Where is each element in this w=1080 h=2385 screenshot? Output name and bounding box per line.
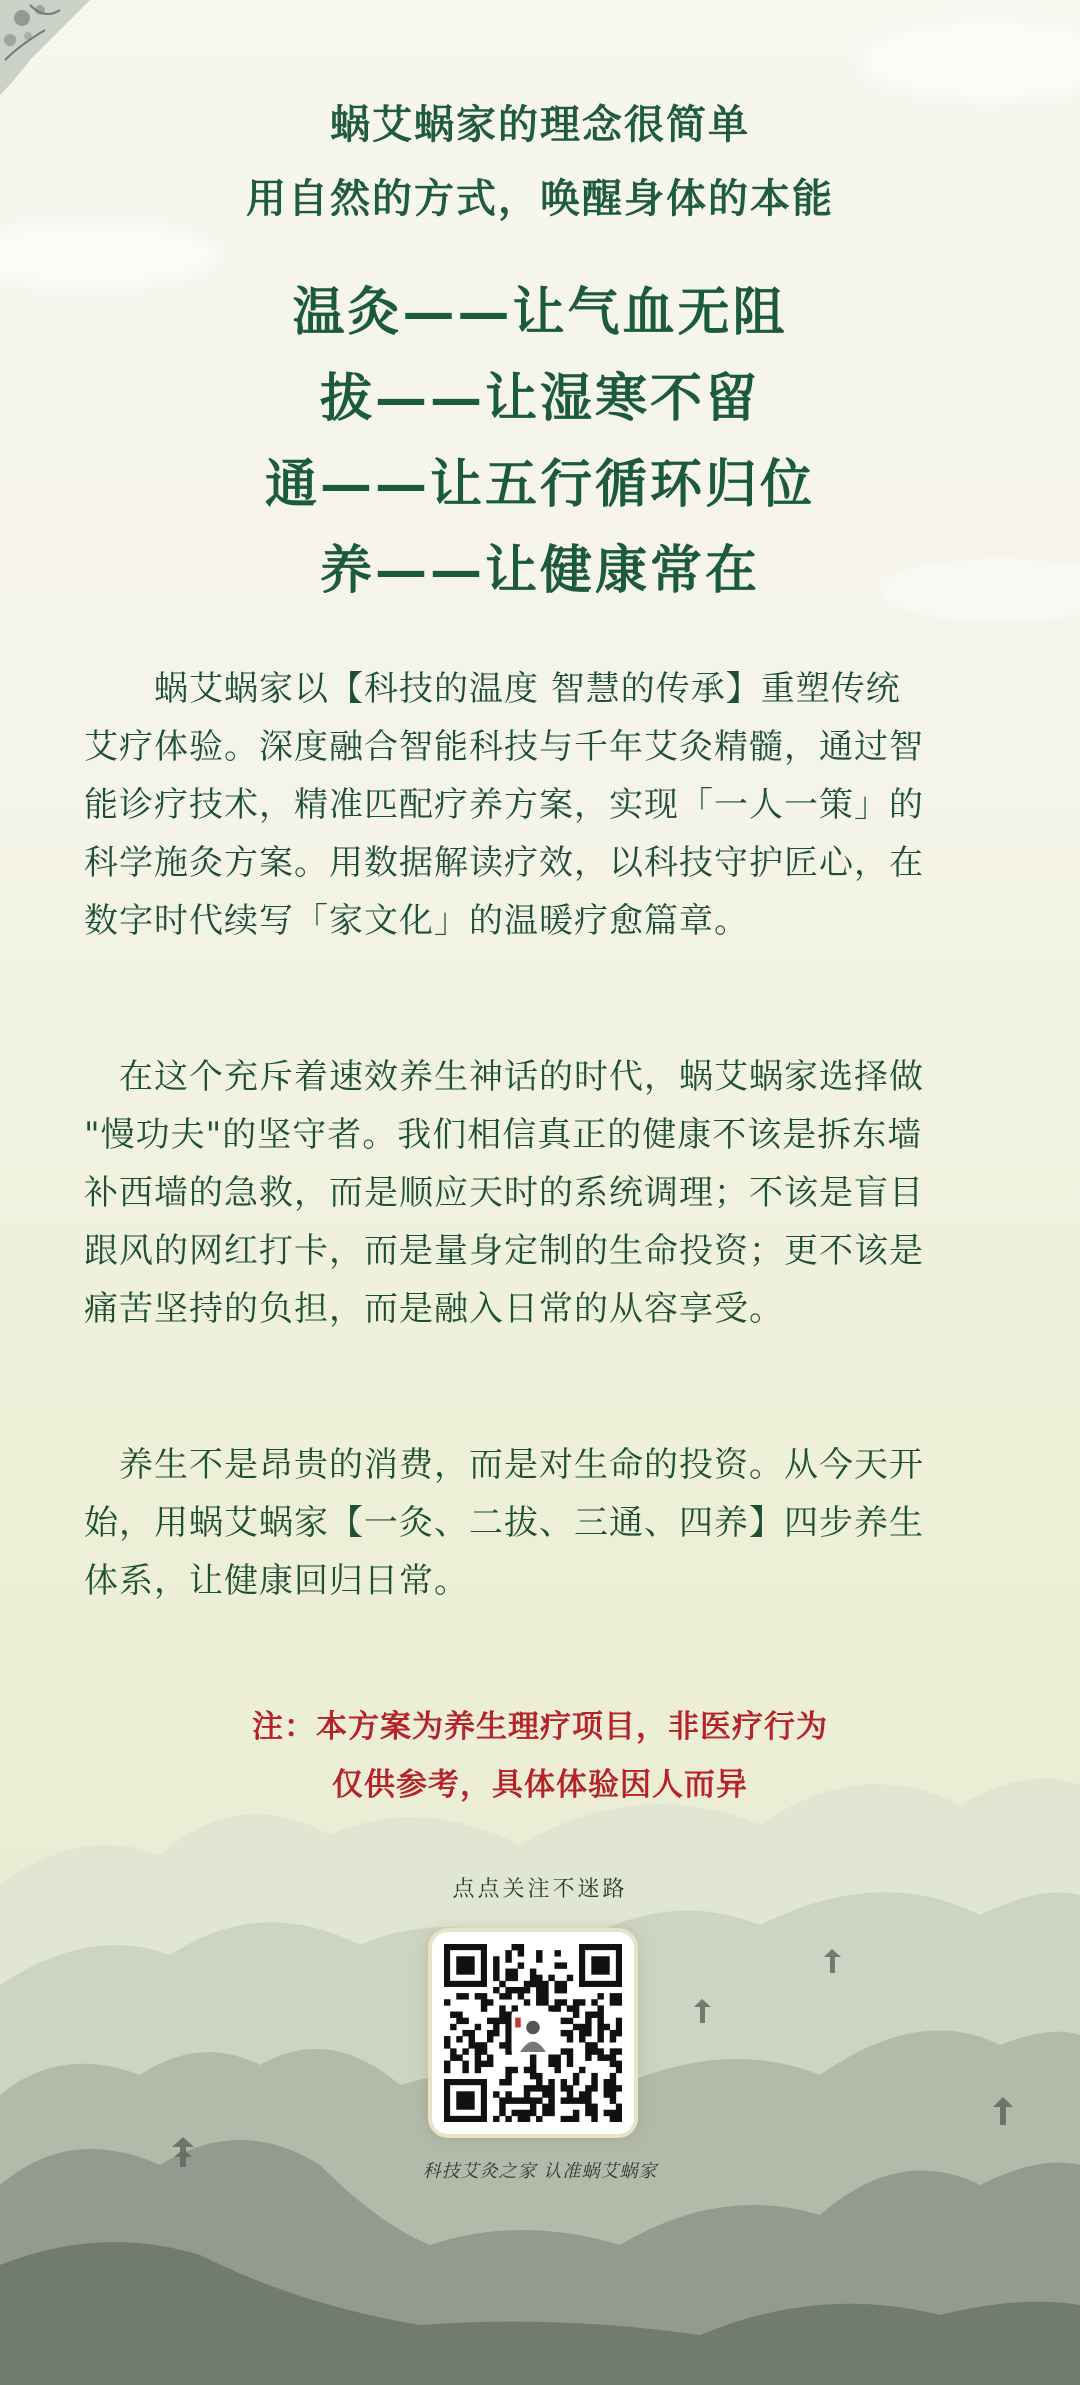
paragraph-technology [84, 660, 1000, 950]
intro-line-2: 用自然的方式，唤醒身体的本能 [246, 175, 834, 222]
paragraph-line: 跟风的网红打卡，而是量身定制的生命投资；更不该是 [84, 1231, 924, 1271]
intro-heading [0, 88, 1080, 236]
slogan-cupping: 拔——让湿寒不留 [319, 368, 760, 429]
paragraph-line: 痛苦坚持的负担，而是融入日常的从容享受。 [84, 1289, 784, 1329]
paragraph-line: "慢功夫"的坚守者。我们相信真正的健康不该是拆东墙 [84, 1115, 923, 1155]
paragraph-line: 补西墙的急救，而是顺应天时的系统调理；不该是盲目 [84, 1173, 924, 1213]
intro-line-1: 蜗艾蜗家的理念很简单 [330, 101, 750, 148]
paragraph-philosophy [84, 1048, 1000, 1338]
follow-label: 点点关注不迷路 [452, 1877, 628, 1902]
paragraph-line: 科学施灸方案。用数据解读疗效，以科技守护匠心，在 [84, 843, 924, 883]
paragraph-line: 体系，让健康回归日常。 [84, 1561, 469, 1601]
paragraph-line: 养生不是昂贵的消费，而是对生命的投资。从今天开 [84, 1445, 924, 1485]
disclaimer-note [0, 1698, 1080, 1814]
paragraph-investment [84, 1436, 1000, 1610]
paragraph-line: 蜗艾蜗家以【科技的温度 智慧的传承】重塑传统 [84, 669, 901, 709]
paragraph-line: 始，用蜗艾蜗家【一灸、二拔、三通、四养】四步养生 [84, 1503, 924, 1543]
disclaimer-line-2: 仅供参考，具体体验因人而异 [332, 1767, 748, 1803]
paragraph-line: 艾疗体验。深度融合智能科技与千年艾灸精髓，通过智 [84, 727, 924, 767]
paragraph-line: 在这个充斥着速效养生神话的时代，蜗艾蜗家选择做 [84, 1057, 924, 1097]
paragraph-line: 数字时代续写「家文化」的温暖疗愈篇章。 [84, 901, 749, 941]
slogan-list [0, 270, 1080, 614]
disclaimer-line-1: 注：本方案为养生理疗项目，非医疗行为 [252, 1709, 828, 1745]
paragraph-line: 能诊疗技术，精准匹配疗养方案，实现「一人一策」的 [84, 785, 924, 825]
qr-code-icon[interactable] [444, 1944, 622, 2122]
slogan-dredging: 通——让五行循环归位 [264, 454, 815, 515]
brand-tagline: 科技艾灸之家 认准蜗艾蜗家 [422, 2161, 658, 2182]
slogan-moxibustion: 温灸——让气血无阻 [292, 282, 788, 343]
slogan-nourishing: 养——让健康常在 [319, 540, 760, 601]
qr-code[interactable] [432, 1932, 634, 2134]
